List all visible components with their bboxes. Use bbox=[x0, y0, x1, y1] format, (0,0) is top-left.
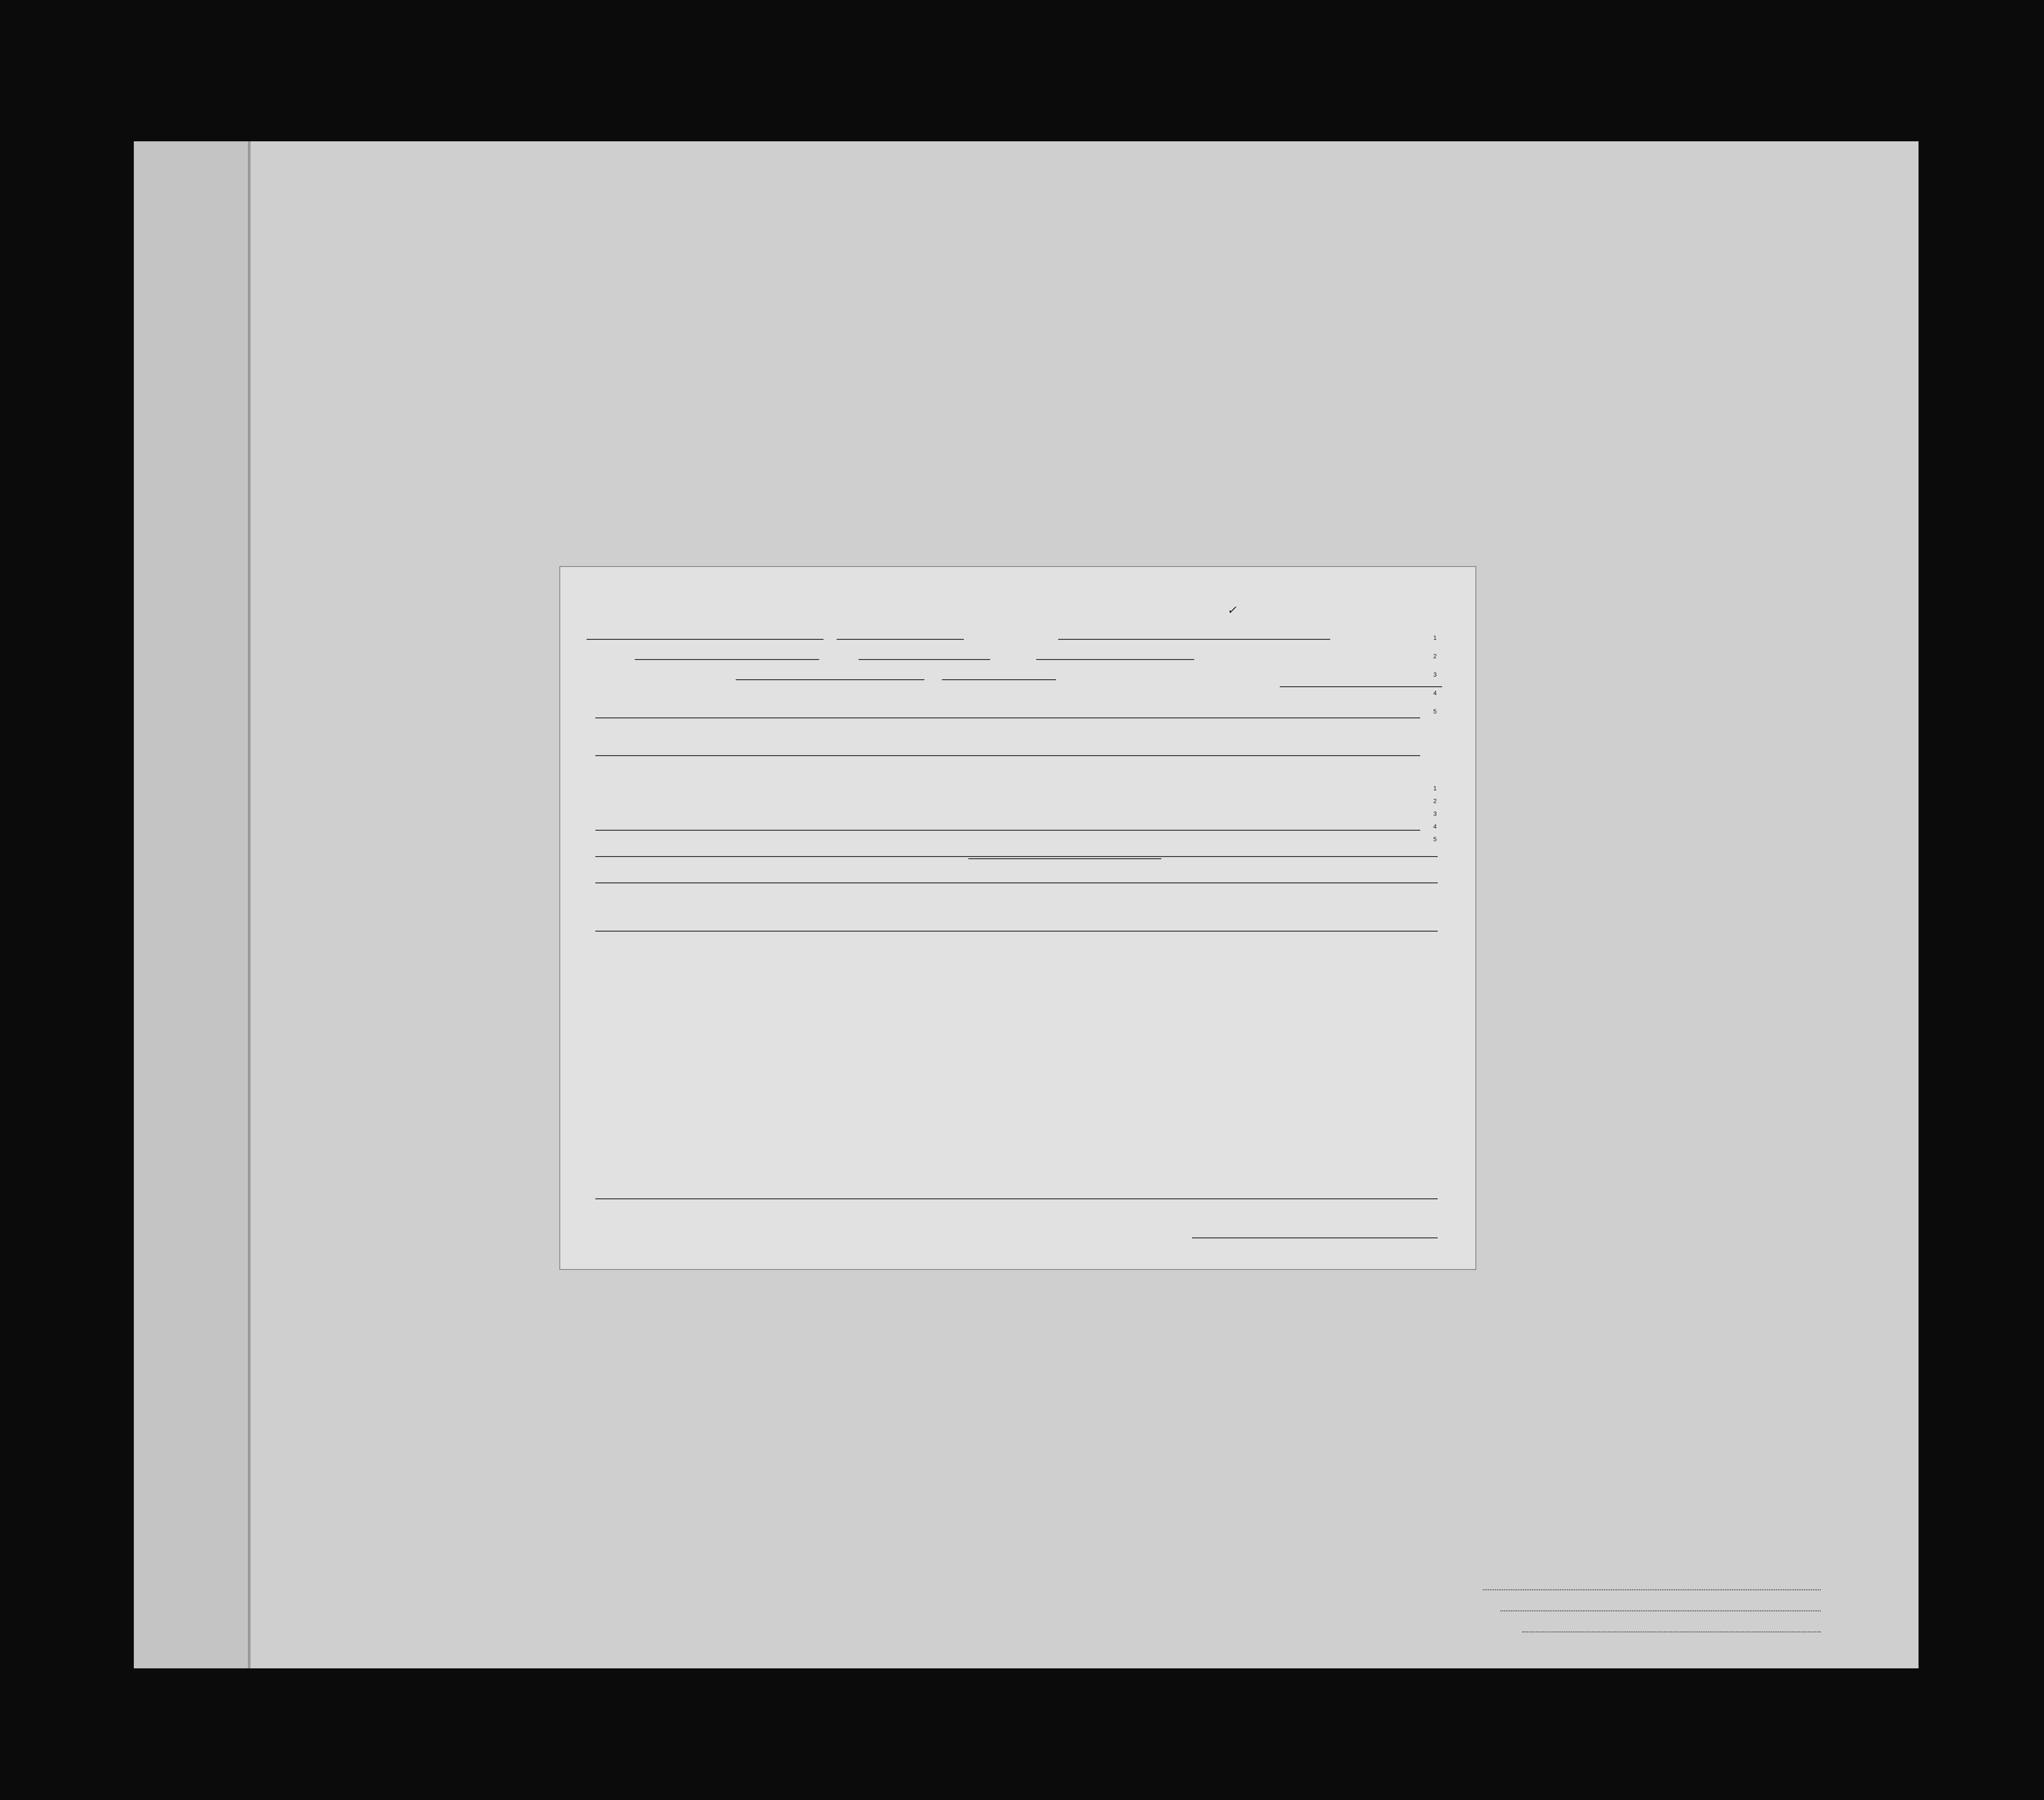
side-numbers-crew: 1 2 3 4 5 bbox=[1433, 785, 1437, 843]
crew-table-lines bbox=[560, 567, 1475, 1269]
footer-agents-field bbox=[1522, 1631, 1821, 1632]
aircraft-declaration-form bbox=[559, 566, 1476, 1270]
side-numbers-top: 1 2 3 4 5 bbox=[1433, 634, 1437, 715]
footer-owners-field bbox=[1500, 1610, 1821, 1611]
corner-tick-mark: ✓ bbox=[1227, 604, 1237, 617]
footer-line-field bbox=[1483, 1589, 1821, 1590]
